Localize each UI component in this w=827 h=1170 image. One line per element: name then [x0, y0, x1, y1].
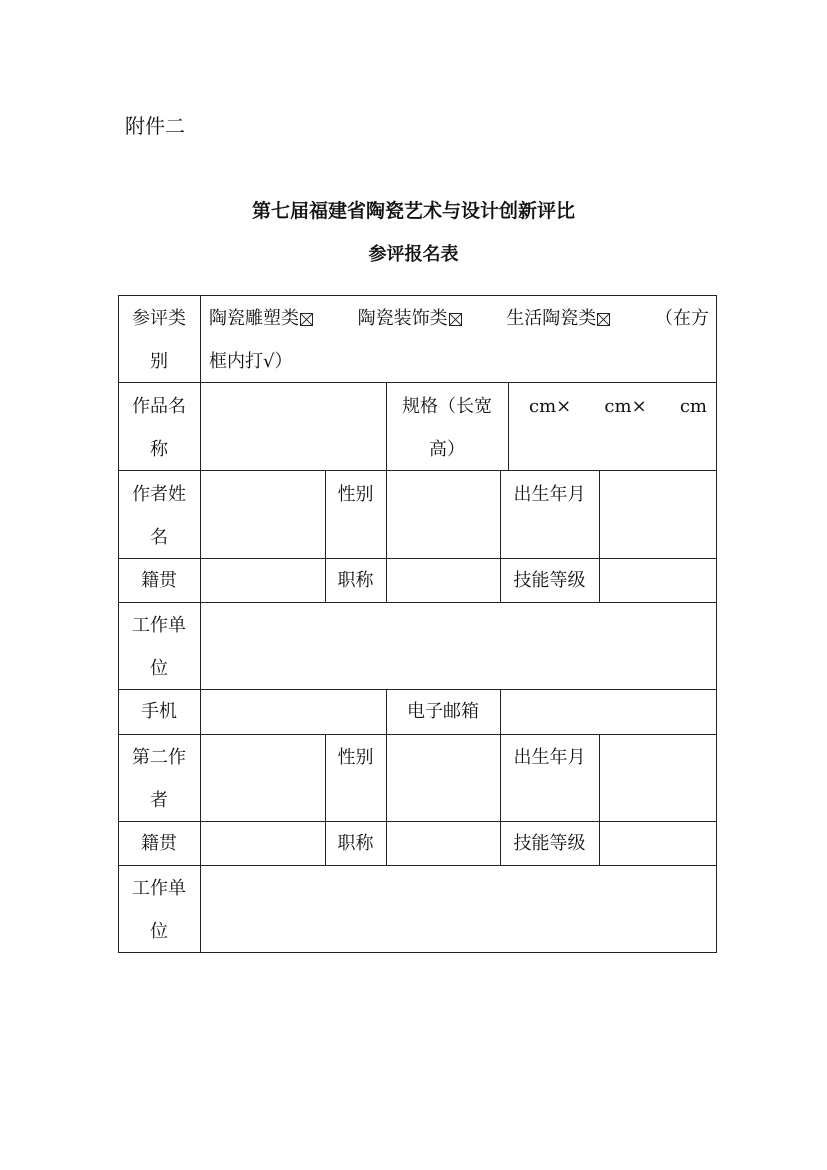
author-name-label-line1: 作者姓	[132, 484, 186, 505]
second-author-gender-label: 性别	[337, 747, 374, 768]
work-name-label-line1: 作品名	[132, 396, 186, 417]
form-title: 第七届福建省陶瓷艺术与设计创新评比	[251, 200, 575, 222]
second-author-birth-label: 出生年月	[513, 747, 586, 768]
category-option-sculpture[interactable]: 陶瓷雕塑类	[209, 297, 313, 340]
author-gender-label: 性别	[337, 484, 374, 505]
category-note-line1: （在方	[654, 308, 709, 329]
second-author-name-input-cell[interactable]	[201, 735, 325, 821]
second-author-native-place-input-cell[interactable]	[201, 822, 325, 865]
attachment-label: 附件二	[125, 114, 185, 138]
category-option-daily-use[interactable]: 生活陶瓷类	[506, 297, 610, 340]
work-name-input-cell[interactable]	[201, 383, 386, 469]
author-name-label-line2: 名	[150, 527, 168, 548]
second-author-skill-level-input-cell[interactable]	[600, 822, 716, 865]
author-gender-input-cell[interactable]	[387, 471, 500, 557]
column-divider	[508, 382, 509, 470]
checkbox-icon[interactable]	[449, 313, 462, 326]
author-birth-label: 出生年月	[513, 484, 586, 505]
table-border-right	[716, 295, 717, 953]
author-workplace-label-line2: 位	[150, 658, 168, 679]
author-title-input-cell[interactable]	[387, 559, 500, 602]
size-unit-height: cm	[679, 396, 707, 417]
checkbox-icon[interactable]	[597, 313, 610, 326]
work-name-label-line2: 称	[150, 439, 168, 460]
second-author-workplace-input-cell[interactable]	[201, 866, 716, 952]
second-author-workplace-label-line2: 位	[150, 921, 168, 942]
second-author-label-line2: 者	[150, 790, 168, 811]
second-author-title-input-cell[interactable]	[387, 822, 500, 865]
registration-form-table	[118, 295, 717, 953]
second-author-title-label: 职称	[337, 833, 374, 854]
author-native-place-input-cell[interactable]	[201, 559, 325, 602]
author-skill-level-label: 技能等级	[513, 570, 586, 591]
table-border-bottom	[118, 952, 717, 953]
category-label-line2: 别	[150, 351, 168, 372]
author-skill-level-input-cell[interactable]	[600, 559, 716, 602]
second-author-label-line1: 第二作	[132, 747, 186, 768]
author-email-input-cell[interactable]	[501, 690, 716, 734]
checkbox-icon[interactable]	[300, 313, 313, 326]
author-title-label: 职称	[337, 570, 374, 591]
category-note-line2: 框内打√）	[209, 351, 293, 372]
size-units	[529, 385, 707, 428]
second-author-skill-level-label: 技能等级	[513, 833, 586, 854]
author-workplace-label-line1: 工作单	[132, 615, 186, 636]
author-phone-label: 手机	[141, 701, 177, 722]
size-label-line2: 高）	[429, 439, 465, 460]
second-author-workplace-label-line1: 工作单	[132, 878, 186, 899]
size-unit-length: cm×	[529, 396, 572, 417]
author-workplace-input-cell[interactable]	[201, 603, 716, 689]
category-option-decoration[interactable]: 陶瓷装饰类	[358, 297, 462, 340]
second-author-gender-input-cell[interactable]	[387, 735, 500, 821]
author-native-place-label: 籍贯	[141, 570, 177, 591]
author-birth-input-cell[interactable]	[600, 471, 716, 557]
second-author-native-place-label: 籍贯	[141, 833, 177, 854]
category-options-row	[209, 297, 709, 340]
form-subtitle: 参评报名表	[368, 244, 459, 265]
size-label-line1: 规格（长宽	[402, 396, 492, 417]
author-phone-input-cell[interactable]	[201, 690, 386, 734]
size-unit-width: cm×	[604, 396, 647, 417]
author-name-input-cell[interactable]	[201, 471, 325, 557]
category-label-line1: 参评类	[132, 308, 186, 329]
author-email-label: 电子邮箱	[407, 701, 479, 722]
second-author-birth-input-cell[interactable]	[600, 735, 716, 821]
